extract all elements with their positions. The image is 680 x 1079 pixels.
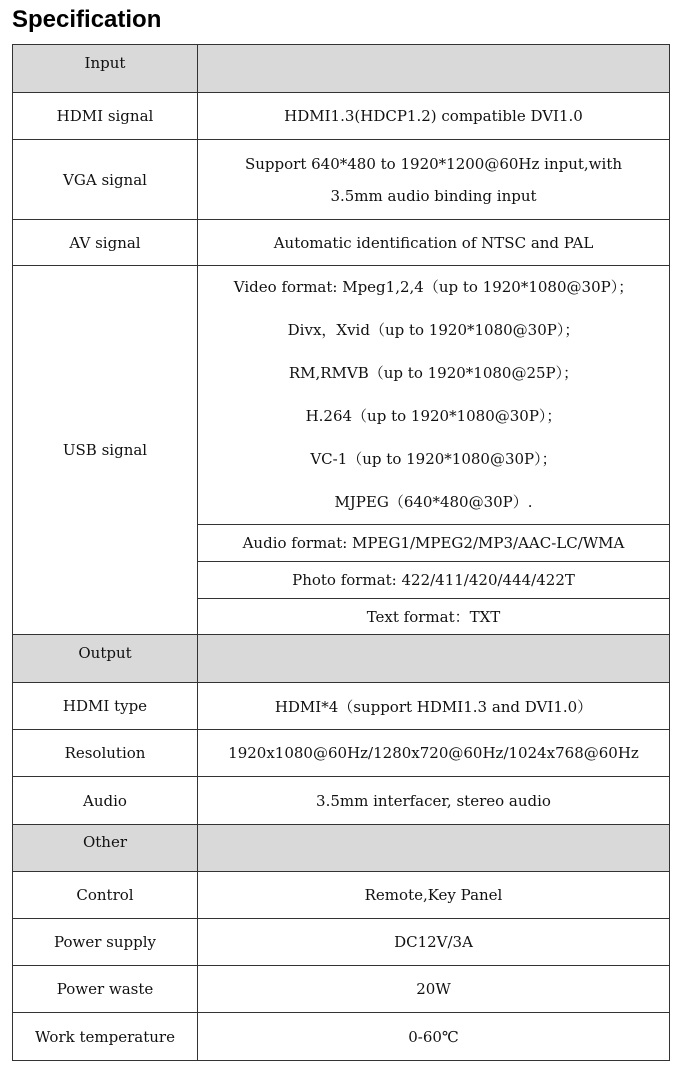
section-row-other (13, 825, 670, 872)
section-label-other: Other (13, 825, 198, 872)
row-value: 0-60℃ (198, 1013, 670, 1061)
table-row-power-supply (13, 919, 670, 966)
usb-video-line: Divx，Xvid（up to 1920*1080@30P）； (287, 321, 580, 339)
usb-audio-format: Audio format: MPEG1/MPEG2/MP3/AAC-LC/WMA (198, 525, 670, 562)
table-row-usb-video (13, 266, 670, 525)
section-empty-cell (198, 635, 670, 683)
usb-video-line: Video format: Mpeg1,2,4（up to 1920*1080@30P）； (233, 278, 634, 296)
section-row-input (13, 45, 670, 93)
row-value (198, 140, 670, 220)
row-label: VGA signal (13, 140, 198, 220)
row-label: AV signal (13, 220, 198, 266)
usb-photo-format: Photo format: 422/411/420/444/422T (198, 562, 670, 599)
table-row-av-signal (13, 220, 670, 266)
usb-video-line: H.264（up to 1920*1080@30P）； (305, 407, 562, 425)
row-value: HDMI1.3(HDCP1.2) compatible DVI1.0 (198, 93, 670, 140)
row-label-usb-signal: USB signal (13, 266, 198, 635)
specification-table (12, 44, 670, 1061)
usb-video-format-cell (198, 266, 670, 525)
table-row-vga-signal (13, 140, 670, 220)
vga-value-line-1: Support 640*480 to 1920*1200@60Hz input,with (244, 154, 623, 173)
section-label-output: Output (13, 635, 198, 683)
row-label: Power supply (13, 919, 198, 966)
table-row-work-temperature (13, 1013, 670, 1061)
usb-video-line: VC-1（up to 1920*1080@30P）； (310, 450, 557, 468)
table-row-hdmi-signal (13, 93, 670, 140)
row-label: Control (13, 872, 198, 919)
section-label-input: Input (13, 45, 198, 93)
usb-video-line: RM,RMVB（up to 1920*1080@25P）； (288, 364, 579, 382)
vga-value-line-2: 3.5mm audio binding input (330, 186, 537, 205)
row-label: Resolution (13, 730, 198, 777)
section-row-output (13, 635, 670, 683)
row-value: 20W (198, 966, 670, 1013)
table-row-hdmi-type (13, 683, 670, 730)
usb-video-line: MJPEG（640*480@30P）. (334, 493, 533, 511)
usb-text-format: Text format：TXT (198, 599, 670, 635)
section-empty-cell (198, 825, 670, 872)
row-value: 3.5mm interfacer, stereo audio (198, 777, 670, 825)
row-label: Power waste (13, 966, 198, 1013)
row-label: Work temperature (13, 1013, 198, 1061)
table-row-audio (13, 777, 670, 825)
row-value: Remote,Key Panel (198, 872, 670, 919)
page-title: Specification (12, 6, 162, 33)
row-value: DC12V/3A (198, 919, 670, 966)
row-label: HDMI signal (13, 93, 198, 140)
row-value: Automatic identification of NTSC and PAL (198, 220, 670, 266)
table-row-power-waste (13, 966, 670, 1013)
table-row-control (13, 872, 670, 919)
row-value: HDMI*4（support HDMI1.3 and DVI1.0） (198, 683, 670, 730)
table-row-resolution (13, 730, 670, 777)
row-value: 1920x1080@60Hz/1280x720@60Hz/1024x768@60Hz (198, 730, 670, 777)
section-empty-cell (198, 45, 670, 93)
row-label: Audio (13, 777, 198, 825)
row-label: HDMI type (13, 683, 198, 730)
